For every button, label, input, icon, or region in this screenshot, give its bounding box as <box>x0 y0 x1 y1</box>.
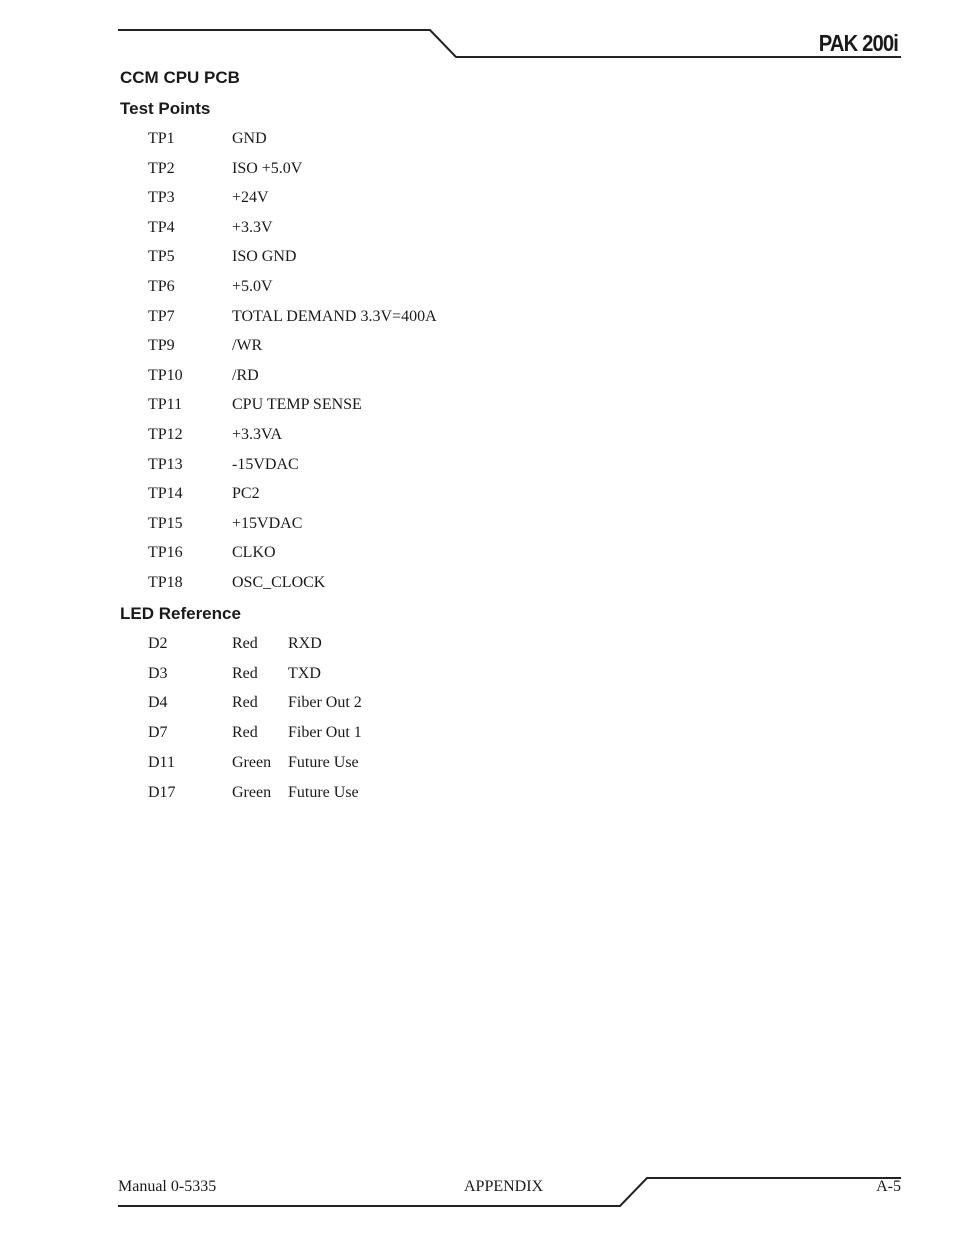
footer-manual: Manual 0-5335 <box>118 1178 217 1195</box>
test-point-description: OSC_CLOCK <box>232 574 326 591</box>
test-point-description: PC2 <box>232 485 260 503</box>
test-point-id: TP2 <box>148 159 175 177</box>
led-description: TXD <box>288 664 321 682</box>
test-point-id: TP3 <box>148 189 175 207</box>
led-color: Red <box>232 724 258 742</box>
led-color: Green <box>232 783 272 801</box>
test-point-id: TP15 <box>148 514 183 532</box>
led-description: Fiber Out 2 <box>288 694 362 712</box>
led-id: D7 <box>148 724 168 742</box>
test-point-description: ISO GND <box>232 248 297 266</box>
test-point-id: TP14 <box>148 485 183 503</box>
section-title: CCM CPU PCB <box>120 68 240 87</box>
test-point-id: TP11 <box>148 396 183 414</box>
led-description: Future Use <box>288 783 359 801</box>
test-point-id: TP18 <box>148 574 183 591</box>
test-points-heading: Test Points <box>120 99 211 118</box>
led-color: Green <box>232 753 272 771</box>
test-point-description: ISO +5.0V <box>232 159 303 177</box>
test-point-id: TP5 <box>148 248 175 266</box>
led-description: Future Use <box>288 753 359 771</box>
footer-section: APPENDIX <box>464 1178 544 1195</box>
test-point-id: TP6 <box>148 278 175 295</box>
test-point-id: TP4 <box>148 218 175 236</box>
test-point-description: /WR <box>232 337 263 355</box>
led-color: Red <box>232 664 258 682</box>
test-point-description: GND <box>232 130 267 147</box>
header-rule <box>0 0 954 70</box>
test-point-description: TOTAL DEMAND 3.3V=400A <box>232 307 437 325</box>
test-point-description: +15VDAC <box>232 514 303 532</box>
led-id: D11 <box>148 753 175 771</box>
led-id: D2 <box>148 635 168 652</box>
test-point-description: CLKO <box>232 544 276 562</box>
test-point-id: TP12 <box>148 426 183 443</box>
test-point-id: TP9 <box>148 337 175 355</box>
test-point-id: TP13 <box>148 455 183 473</box>
led-description: RXD <box>288 635 322 652</box>
led-description: Fiber Out 1 <box>288 724 362 742</box>
test-point-id: TP1 <box>148 130 175 147</box>
test-point-description: +5.0V <box>232 278 273 295</box>
test-point-id: TP7 <box>148 307 175 325</box>
led-id: D3 <box>148 664 168 682</box>
test-point-description: +3.3VA <box>232 426 283 443</box>
test-point-description: +24V <box>232 189 269 207</box>
test-point-id: TP10 <box>148 366 183 384</box>
led-reference-heading: LED Reference <box>120 604 241 623</box>
led-id: D4 <box>148 694 168 712</box>
test-point-description: -15VDAC <box>232 455 299 473</box>
test-point-id: TP16 <box>148 544 183 562</box>
test-point-description: CPU TEMP SENSE <box>232 396 362 414</box>
footer-page-number: A-5 <box>876 1178 901 1195</box>
product-title: PAK 200i <box>818 30 898 56</box>
test-point-description: +3.3V <box>232 218 273 236</box>
led-id: D17 <box>148 783 176 801</box>
test-point-description: /RD <box>232 366 259 384</box>
led-color: Red <box>232 635 258 652</box>
led-color: Red <box>232 694 258 712</box>
